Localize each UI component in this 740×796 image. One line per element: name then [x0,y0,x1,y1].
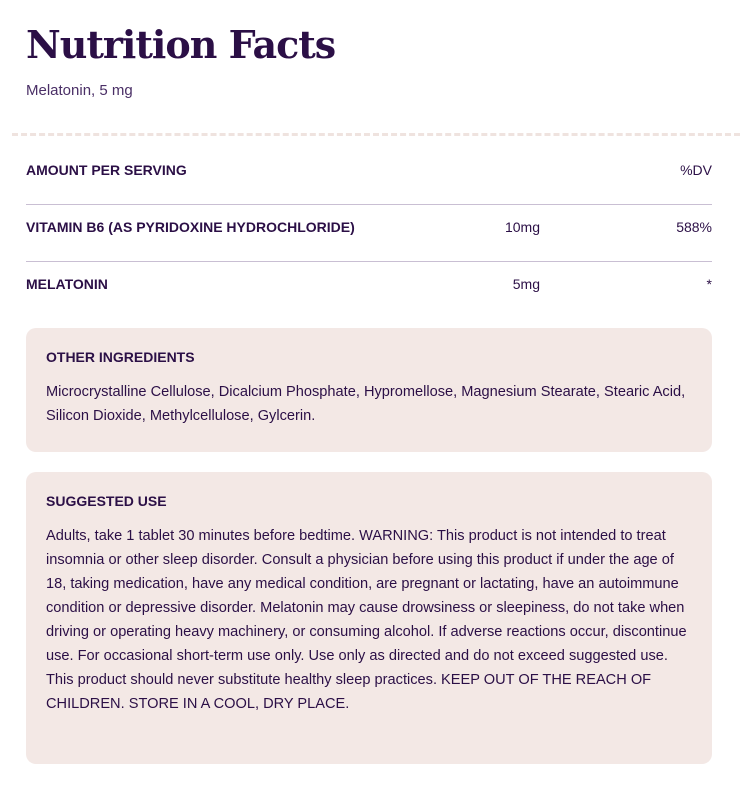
table-row [26,205,712,262]
nutrient-dv: * [706,276,712,292]
other-ingredients-heading: OTHER INGREDIENTS [46,349,195,365]
table-row [26,262,712,318]
nutrition-facts-table [26,148,712,318]
nutrient-name: MELATONIN [26,276,108,292]
other-ingredients-text: Microcrystalline Cellulose, Dicalcium Phosphate, Hypromellose, Magnesium Stearate, Stearic Acid, Silicon Dioxide, Methylcellulose, Gylcerin. [46,384,686,424]
suggested-use-heading: SUGGESTED USE [46,493,167,509]
table-header-row [26,148,712,205]
suggested-use-text: Adults, take 1 tablet 30 minutes before bedtime. WARNING: This product is not intended to treat insomnia or other sleep disorder. Consult a physician before using this product if under the age of 18, taking medication, have any medical condition, are pregnant or lactating, have an autoimmune condition or depressive disorder. Melatonin may cause drowsiness or sleepiness, do not take when driving or operating heavy machinery, or consuming alcohol. If adverse reactions occur, discontinue use. For occasional short-term use only. Use only as directed and do not exceed suggested use. This product should never substitute healthy sleep practices. KEEP OUT OF THE REACH OF CHILDREN. STORE IN A COOL, DRY PLACE. [46,528,687,712]
nutrient-dv: 588% [676,219,712,235]
other-ingredients-panel [26,328,712,452]
nutrient-amount: 5mg [512,276,540,292]
page-title: Nutrition Facts [26,22,336,67]
nutrient-name: VITAMIN B6 (AS PYRIDOXINE HYDROCHLORIDE) [26,219,355,235]
dv-header-label: %DV [680,162,712,178]
nutrient-amount: 10mg [504,219,540,235]
dashed-divider [12,133,740,136]
product-subtitle: Melatonin, 5 mg [26,82,133,99]
suggested-use-panel [26,472,712,764]
amount-per-serving-label: AMOUNT PER SERVING [26,162,187,178]
